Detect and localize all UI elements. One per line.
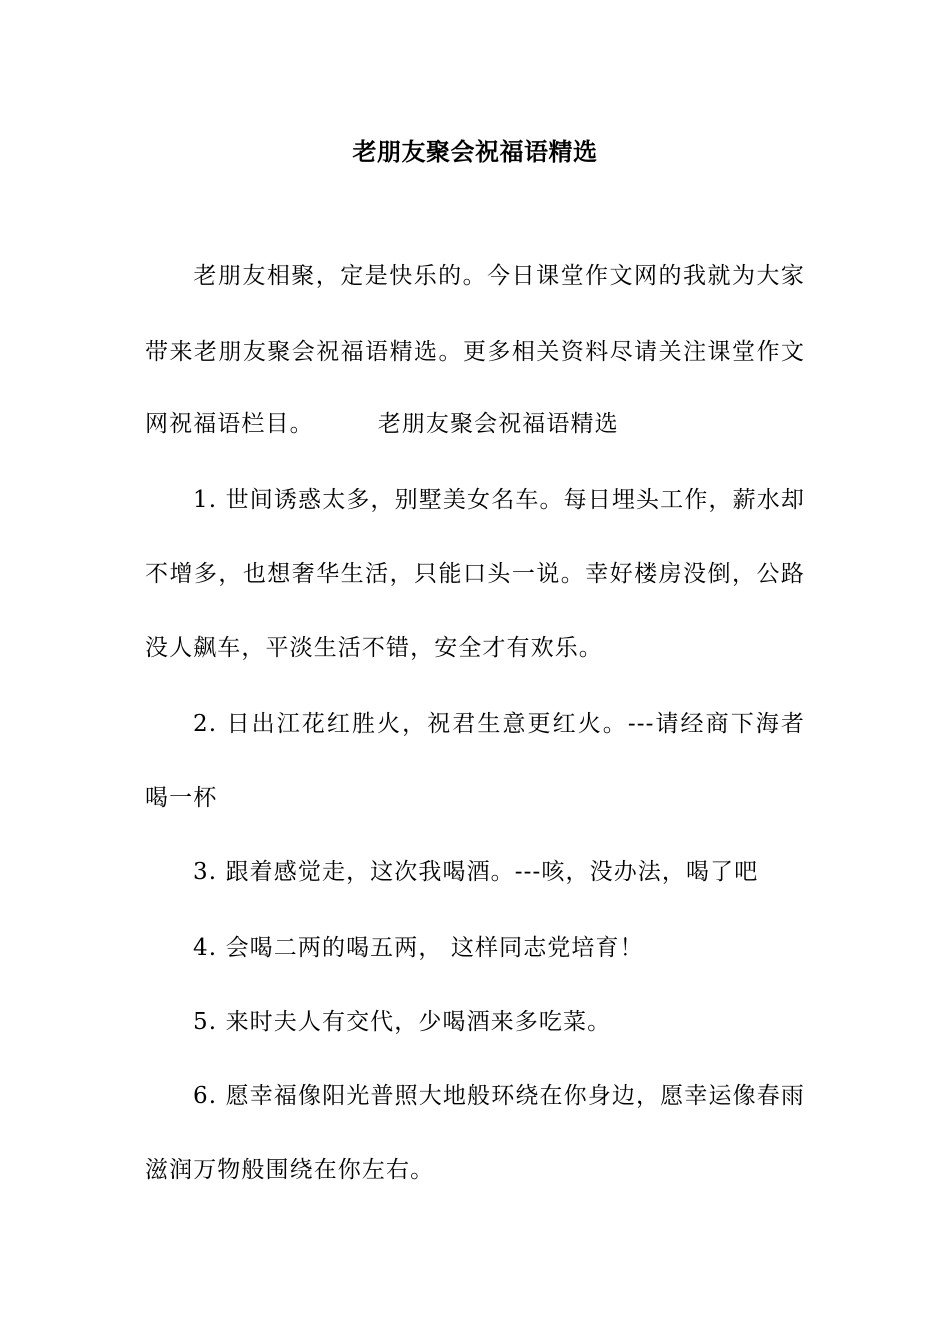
document-title: 老朋友聚会祝福语精选: [352, 137, 598, 166]
list-item-number: 4.: [193, 935, 218, 961]
list-item-number: 3.: [193, 859, 218, 885]
intro-text: 网祝福语栏目。: [145, 411, 314, 437]
list-item-2-line-2: 喝一杯: [145, 785, 218, 811]
list-item-5-line-1: [145, 1004, 805, 1040]
list-item-6-line-1: [145, 1078, 805, 1114]
list-item-text: 愿幸福像阳光普照大地般环绕在你身边，愿幸运像春雨: [225, 1083, 805, 1109]
list-item-2-line-1: [145, 706, 805, 742]
list-item-text: 日出江花红胜火，祝君生意更红火。---请经商下海者: [226, 711, 805, 737]
list-item-3-line-1: [145, 854, 805, 890]
intro-line-2: 带来老朋友聚会祝福语精选。更多相关资料尽请关注课堂作文: [145, 339, 805, 365]
list-item-1-line-1: [145, 482, 805, 518]
list-item-text: 来时夫人有交代，少喝酒来多吃菜。: [225, 1009, 612, 1035]
list-item-4-line-1: [145, 930, 805, 966]
list-item-text: 跟着感觉走，这次我喝酒。---咳，没办法，喝了吧: [225, 859, 759, 885]
list-item-6-line-2: 滋润万物般围绕在你左右。: [145, 1157, 435, 1183]
list-item-1-line-2: 不增多，也想奢华生活，只能口头一说。幸好楼房没倒，公路: [145, 561, 805, 587]
list-item-number: 5.: [193, 1009, 218, 1035]
intro-line-3: [145, 406, 805, 442]
list-item-text: 会喝二两的喝五两， 这样同志党培育！: [225, 935, 644, 961]
intro-text: 老朋友相聚，定是快乐的。今日课堂作文网的我就为大家: [193, 263, 805, 289]
list-item-1-line-3: 没人飙车，平淡生活不错，安全才有欢乐。: [145, 635, 603, 661]
intro-line-1: [145, 258, 805, 294]
list-item-number: 1.: [193, 487, 218, 513]
list-item-number: 6.: [193, 1083, 218, 1109]
list-item-text: 世间诱惑太多，别墅美女名车。每日埋头工作，薪水却: [225, 487, 805, 513]
intro-subtitle: 老朋友聚会祝福语精选: [377, 411, 619, 437]
list-item-number: 2.: [193, 711, 218, 737]
